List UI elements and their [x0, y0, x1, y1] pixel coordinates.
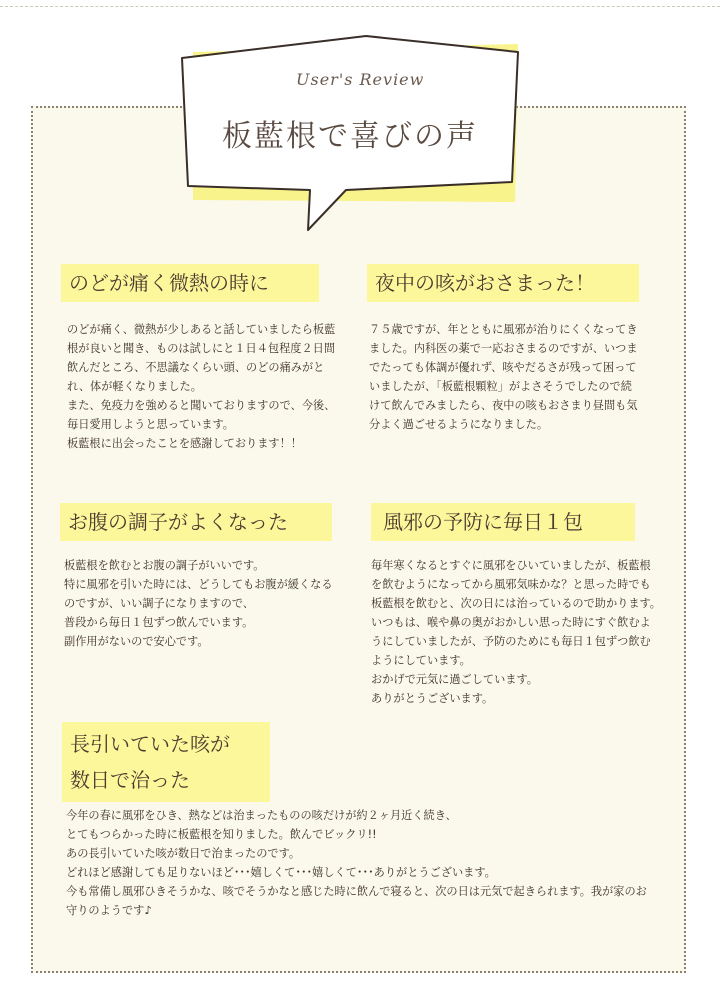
review-title-2: [367, 264, 639, 302]
top-divider: [0, 6, 720, 7]
review-body-4: 毎年寒くなるとすぐに風邪をひいていましたが、板藍根を飲むようになってから風邪気味かな？と思った時でも板藍根を飲むと、次の日には治っているので助かります。 いつもは、喉や鼻の奥がおかしい思った時にすぐ飲むようにしていましたが、予防のためにも毎日１包ずつ飲むようにしています。 おかげで元気に過ごしています。 ありがとうございます。: [371, 559, 661, 705]
review-title-text: お腹の調子がよくなった: [68, 510, 288, 534]
review-title-text: のどが痛く微熱の時に: [69, 271, 269, 295]
review-title-text: 夜中の咳がおさまった！: [375, 271, 595, 295]
page-title: 板藍根で喜びの声: [222, 119, 478, 154]
review-title-text: 風邪の予防に毎日１包: [383, 510, 583, 534]
review-title-4: [371, 503, 635, 541]
review-title-line-1: 長引いていた咳が: [70, 732, 230, 756]
review-title-line-2: 数日で治った: [70, 768, 190, 792]
review-body-1: のどが痛く、微熱が少しあると話していましたら板藍根が良いと聞き、ものは試しにと１日４包程度２日間飲んだところ、不思議なくらい頭、のどの痛みがとれ、体が軽くなりました。 また、免疫力を強めると聞いておりますので、今後、毎日愛用しようと思っています。 板藍根に出会ったことを感謝しております！！: [67, 323, 336, 450]
review-subtitle: User's Review: [296, 70, 425, 89]
review-body-5: 今年の春に風邪をひき、熱などは治まったものの咳だけが約２ヶ月近く続き、 とてもつらかった時に板藍根を知りました。飲んでビックリ!! あの長引いていた咳が数日で治まったのです。 どれほど感謝しても足りないほど･･･嬉しくて･･･嬉しくて･･･ありがとうございます。 今も常備し風邪ひきそうかな、咳でそうかなと感じた時に飲んで寝ると、次の日は元気で起きられます。我が家のお守りのようです♪: [66, 809, 647, 917]
review-body-2: ７５歳ですが、年とともに風邪が治りにくくなってきました。内科医の薬で一応おさまるのですが、いつまでたっても体調が優れず、咳やだるさが残って困っていましたが、「板藍根顆粒」がよさそうでしたので続けて飲んでみましたら、夜中の咳もおさまり昼間も気分よく過ごせるようになりました。: [369, 323, 638, 431]
review-title-1: [61, 264, 319, 302]
review-title-3: [60, 503, 332, 541]
review-title-5: [62, 722, 270, 802]
review-body-3: 板藍根を飲むとお腹の調子がいいです。 特に風邪を引いた時には、どうしてもお腹が緩くなるのですが、いい調子になりますので、 普段から毎日１包ずつ飲んでいます。 副作用がないので安心です。: [64, 559, 333, 648]
